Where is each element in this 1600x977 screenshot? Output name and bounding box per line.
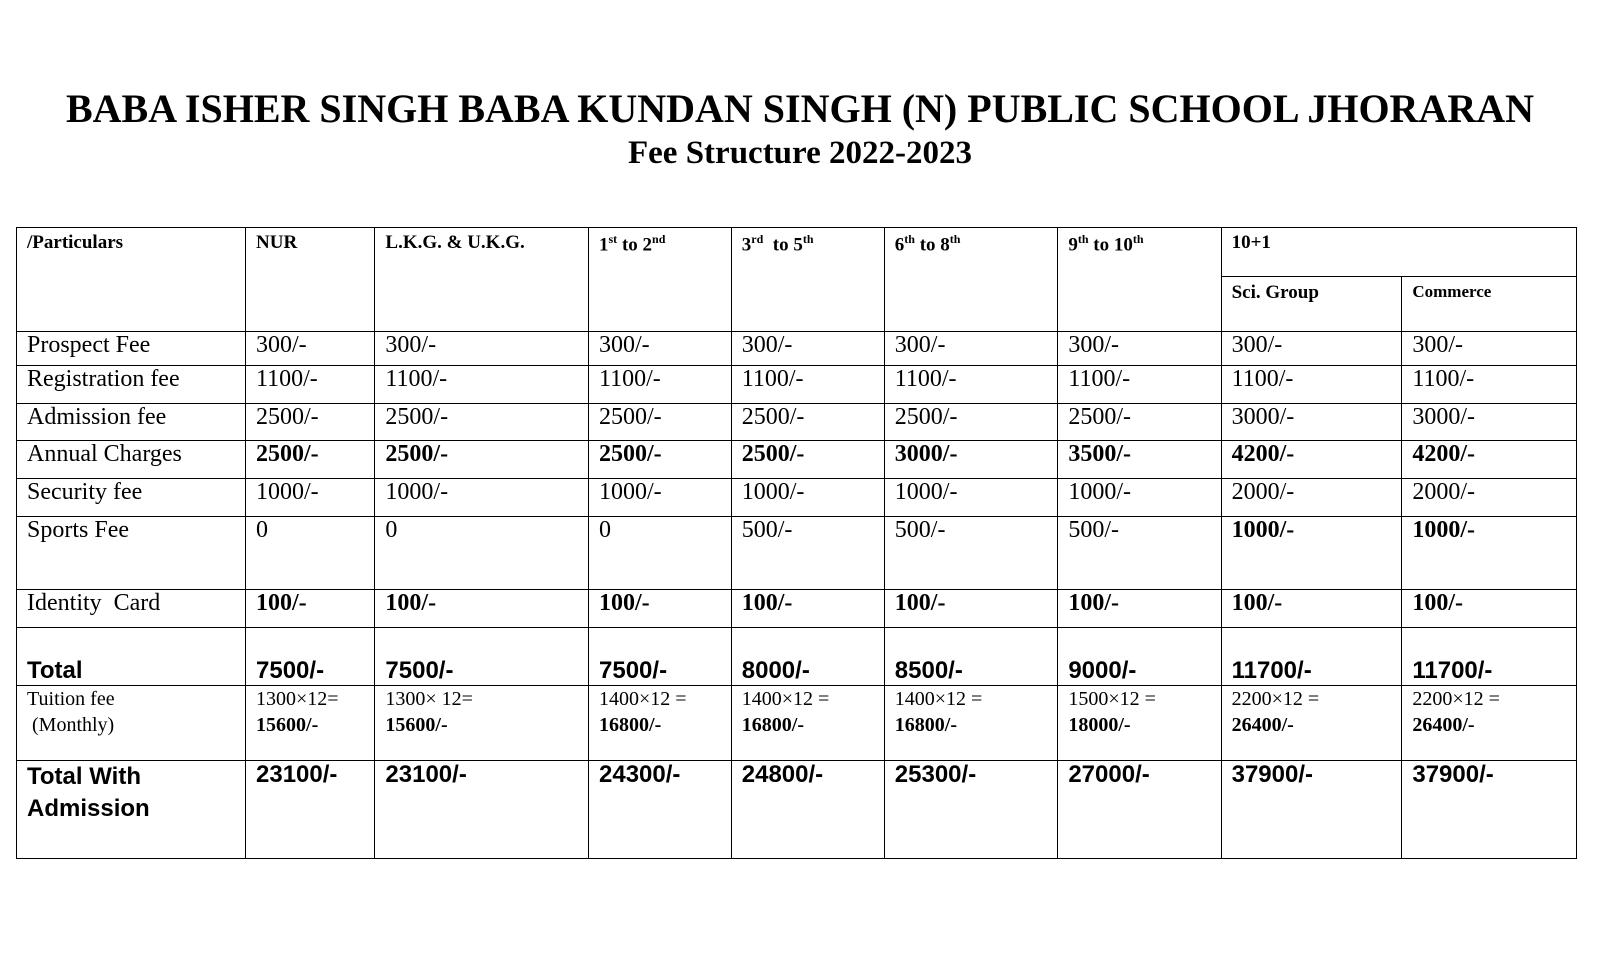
cell: 1000/- (589, 479, 732, 517)
cell: 1100/- (246, 366, 375, 404)
cell: 24800/- (731, 761, 884, 859)
row-identity-card (17, 590, 1577, 628)
tuition-amount: 15600/- (256, 714, 319, 736)
row-prospect-fee (17, 332, 1577, 366)
row-label: Sports Fee (17, 517, 246, 590)
cell: 300/- (589, 332, 732, 366)
cell: 1000/- (1221, 517, 1402, 590)
row-tuition-fee (17, 686, 1577, 761)
cell: 300/- (1058, 332, 1221, 366)
tuition-amount: 26400/- (1231, 714, 1294, 736)
cell: 1000/- (375, 479, 589, 517)
row-label: Security fee (17, 479, 246, 517)
cell: 7500/- (246, 628, 375, 686)
header-1st-to-2nd (589, 228, 732, 332)
total-with-label: Total With (27, 763, 141, 790)
tuition-calc: 2200×12 = (1412, 688, 1500, 710)
tuition-amount: 15600/- (385, 714, 448, 736)
header-sup: st (608, 232, 618, 246)
cell: 2500/- (246, 441, 375, 479)
row-label: Prospect Fee (17, 332, 246, 366)
row-label (17, 761, 246, 859)
cell (1058, 686, 1221, 761)
fee-structure-title: Fee Structure 2022-2023 (628, 135, 972, 171)
cell: 300/- (731, 332, 884, 366)
cell: 1100/- (375, 366, 589, 404)
cell: 1100/- (731, 366, 884, 404)
cell: 4200/- (1221, 441, 1402, 479)
row-label (17, 686, 246, 761)
cell: 300/- (375, 332, 589, 366)
cell: 100/- (589, 590, 732, 628)
cell: 27000/- (1058, 761, 1221, 859)
row-total-with-admission (17, 761, 1577, 859)
admission-label: Admission (27, 795, 150, 822)
cell: 1100/- (589, 366, 732, 404)
cell: 2000/- (1221, 479, 1402, 517)
tuition-calc: 1500×12 = (1068, 688, 1156, 710)
cell: 2500/- (375, 441, 589, 479)
tuition-calc: 2200×12 = (1231, 688, 1320, 710)
tuition-amount: 16800/- (599, 714, 662, 736)
cell: 8000/- (731, 628, 884, 686)
cell (731, 686, 884, 761)
cell: 7500/- (375, 628, 589, 686)
header-text: to 10 (1088, 234, 1133, 256)
header-10-plus-1: 10+1 (1221, 228, 1576, 277)
header-nur: NUR (246, 228, 375, 332)
cell: 2500/- (589, 404, 732, 441)
cell: 500/- (731, 517, 884, 590)
monthly-label: (Monthly) (27, 714, 115, 736)
header-text: 6 (894, 234, 905, 256)
cell: 500/- (884, 517, 1058, 590)
cell: 0 (589, 517, 732, 590)
tuition-calc: 1400×12 = (741, 688, 830, 710)
tuition-calc: 1400×12 = (599, 688, 687, 710)
cell: 100/- (1058, 590, 1221, 628)
cell: 25300/- (884, 761, 1058, 859)
tuition-amount: 26400/- (1412, 714, 1475, 736)
cell: 7500/- (589, 628, 732, 686)
cell: 1000/- (884, 479, 1058, 517)
row-sports-fee (17, 517, 1577, 590)
header-row (17, 228, 1577, 277)
header-text: 3 (741, 234, 752, 256)
cell: 1100/- (884, 366, 1058, 404)
cell: 1100/- (1221, 366, 1402, 404)
school-name: BABA ISHER SINGH BABA KUNDAN SINGH (N) PUBLIC SCHOOL JHORARAN (65, 86, 1534, 131)
cell: 23100/- (375, 761, 589, 859)
cell (1221, 686, 1402, 761)
cell: 1100/- (1058, 366, 1221, 404)
cell: 100/- (884, 590, 1058, 628)
cell: 2500/- (375, 404, 589, 441)
header-lkg-ukg: L.K.G. & U.K.G. (375, 228, 589, 332)
header-9th-to-10th (1058, 228, 1221, 332)
header-3rd-to-5th (731, 228, 884, 332)
cell: 300/- (246, 332, 375, 366)
cell: 1000/- (1402, 517, 1577, 590)
cell: 300/- (1402, 332, 1577, 366)
cell: 300/- (1221, 332, 1402, 366)
row-admission-fee (17, 404, 1577, 441)
header-text: to 8 (914, 234, 950, 256)
header-text: to 2 (617, 234, 653, 256)
tuition-amount: 16800/- (894, 714, 957, 736)
cell: 500/- (1058, 517, 1221, 590)
cell: 2500/- (589, 441, 732, 479)
header-sup: rd (751, 232, 764, 246)
cell: 8500/- (884, 628, 1058, 686)
cell: 0 (375, 517, 589, 590)
cell: 2500/- (731, 441, 884, 479)
cell: 2000/- (1402, 479, 1577, 517)
row-annual-charges (17, 441, 1577, 479)
row-label: Registration fee (17, 366, 246, 404)
cell: 2500/- (884, 404, 1058, 441)
cell (589, 686, 732, 761)
header-sup: th (1077, 232, 1089, 246)
header-sup: th (802, 232, 814, 246)
header-sup: th (904, 232, 915, 246)
cell: 9000/- (1058, 628, 1221, 686)
tuition-amount: 18000/- (1068, 714, 1131, 736)
header-particulars: /Particulars (17, 228, 246, 332)
cell: 3000/- (1221, 404, 1402, 441)
row-label: Identity Card (17, 590, 246, 628)
row-registration-fee (17, 366, 1577, 404)
cell: 100/- (246, 590, 375, 628)
cell: 37900/- (1221, 761, 1402, 859)
cell: 0 (246, 517, 375, 590)
tuition-calc: 1400×12 = (894, 688, 983, 710)
cell: 2500/- (1058, 404, 1221, 441)
tuition-calc: 1300×12= (256, 688, 339, 710)
cell: 1000/- (246, 479, 375, 517)
cell: 100/- (1221, 590, 1402, 628)
cell (1402, 686, 1577, 761)
cell: 11700/- (1402, 628, 1577, 686)
header-sci-group: Sci. Group (1221, 277, 1402, 332)
row-total (17, 628, 1577, 686)
tuition-amount: 16800/- (741, 714, 804, 736)
cell: 100/- (375, 590, 589, 628)
tuition-calc: 1300× 12= (385, 688, 473, 710)
row-label: Total (17, 628, 246, 686)
cell: 1100/- (1402, 366, 1577, 404)
cell: 4200/- (1402, 441, 1577, 479)
cell: 3000/- (1402, 404, 1577, 441)
cell (884, 686, 1058, 761)
header-6th-to-8th (884, 228, 1058, 332)
cell: 11700/- (1221, 628, 1402, 686)
cell: 24300/- (589, 761, 732, 859)
cell: 3500/- (1058, 441, 1221, 479)
header-sup: nd (652, 232, 666, 246)
header-sup: th (1132, 232, 1144, 246)
cell: 2500/- (731, 404, 884, 441)
cell: 37900/- (1402, 761, 1577, 859)
header-text: to 5 (763, 234, 803, 256)
fee-table (16, 227, 1577, 859)
row-security-fee (17, 479, 1577, 517)
cell: 23100/- (246, 761, 375, 859)
tuition-label: Tuition fee (27, 688, 115, 710)
row-label: Admission fee (17, 404, 246, 441)
header-text: 9 (1068, 234, 1078, 256)
cell: 1000/- (1058, 479, 1221, 517)
header-commerce: Commerce (1402, 277, 1577, 332)
cell: 3000/- (884, 441, 1058, 479)
cell: 2500/- (246, 404, 375, 441)
cell (375, 686, 589, 761)
cell (246, 686, 375, 761)
row-label: Annual Charges (17, 441, 246, 479)
cell: 1000/- (731, 479, 884, 517)
cell: 300/- (884, 332, 1058, 366)
header-text: 1 (599, 234, 609, 256)
cell: 100/- (731, 590, 884, 628)
header-sup: th (949, 232, 961, 246)
cell: 100/- (1402, 590, 1577, 628)
